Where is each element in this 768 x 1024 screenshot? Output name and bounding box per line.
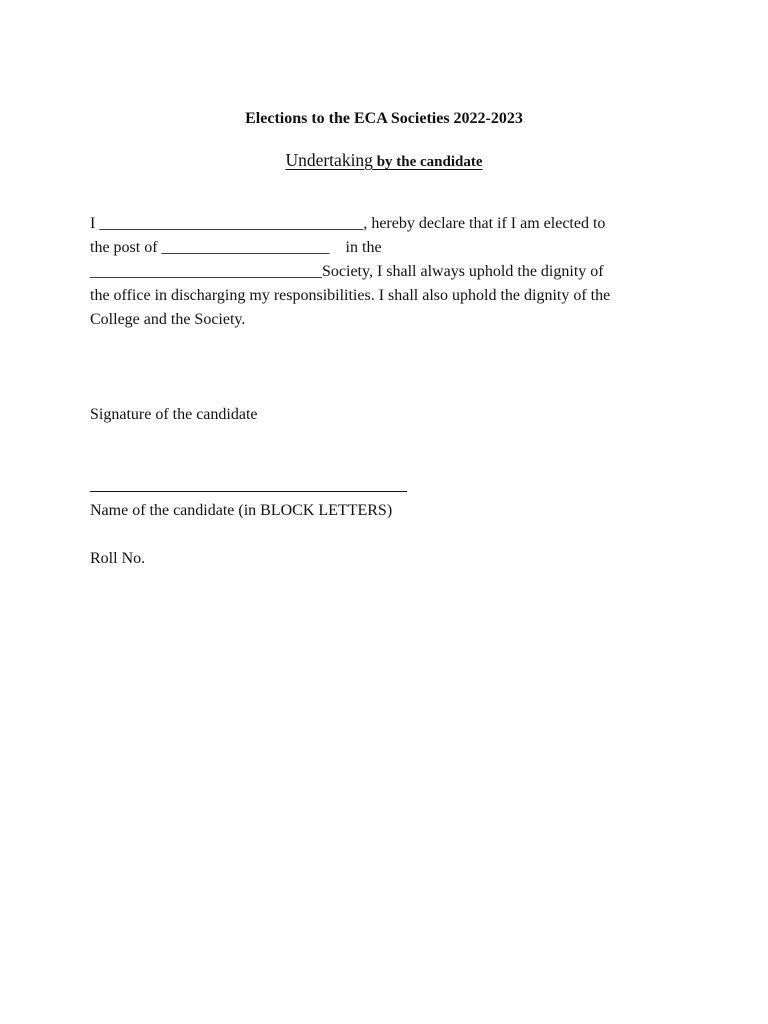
declaration-line-3: _____________________________Society, I shall always uphold the dignity of (90, 263, 604, 280)
signature-label: Signature of the candidate (90, 406, 258, 423)
roll-number-label: Roll No. (90, 550, 146, 567)
subtitle-main: Undertaking (285, 150, 373, 170)
document-subtitle (0, 148, 768, 174)
document-title: Elections to the ECA Societies 2022-2023 (245, 110, 523, 127)
name-label: Name of the candidate (in BLOCK LETTERS) (90, 502, 393, 519)
subtitle-rest: by the candidate (372, 154, 483, 170)
declaration-line-4: the office in discharging my responsibilities. I shall also uphold the dignity of the (90, 287, 611, 304)
declaration-line-2: the post of _____________________ in the (90, 239, 382, 256)
declaration-line-5: College and the Society. (90, 311, 246, 328)
name-fill-line (90, 491, 407, 492)
declaration-line-1: I _________________________________, hereby declare that if I am elected to (90, 215, 606, 232)
